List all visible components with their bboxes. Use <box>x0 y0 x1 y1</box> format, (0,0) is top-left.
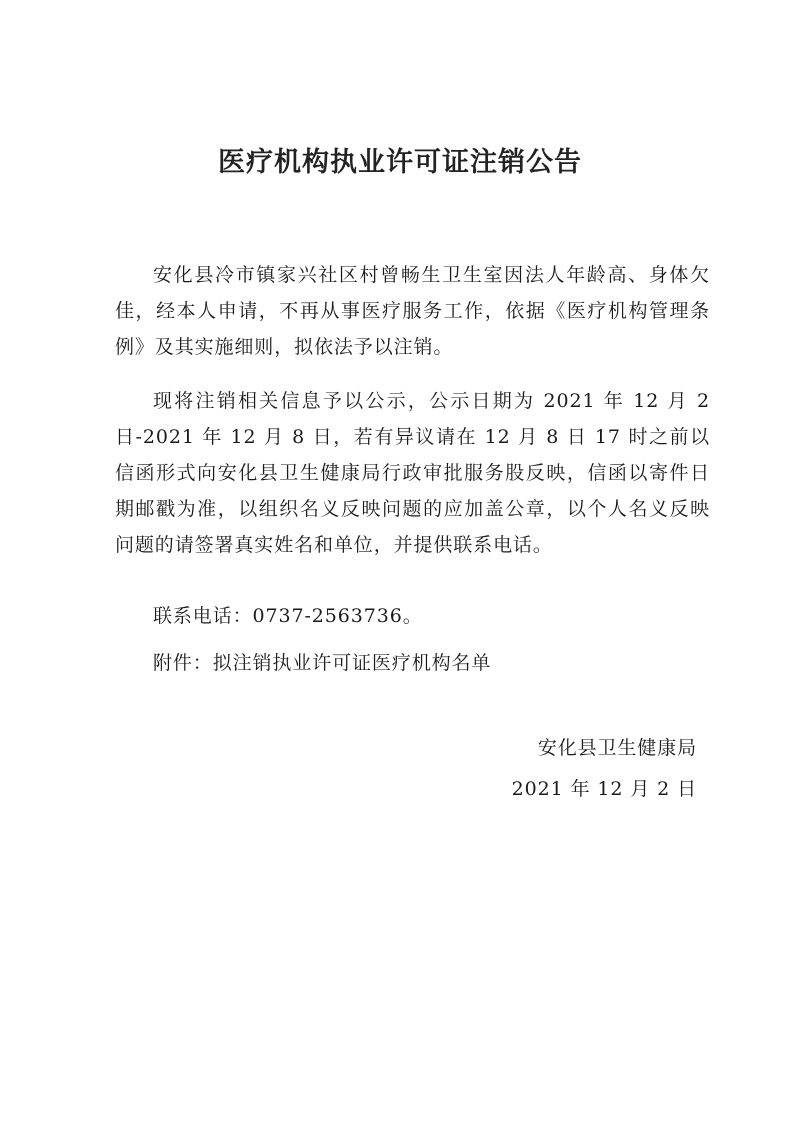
paragraph-cancellation-reason: 安化县冷市镇家兴社区村曾畅生卫生室因法人年龄高、身体欠佳，经本人申请，不再从事医疗服务工作，依据《医疗机构管理条例》及其实施细则，拟依法予以注销。 <box>115 264 710 358</box>
document-title: 医疗机构执业许可证注销公告 <box>218 147 582 178</box>
signature-date: 2021 年 12 月 2 日 <box>511 778 697 800</box>
paragraph-contact-phone: 联系电话：0737-2563736。 <box>153 605 423 627</box>
paragraph-attachment: 附件：拟注销执业许可证医疗机构名单 <box>153 652 492 674</box>
signature-organization: 安化县卫生健康局 <box>537 737 697 759</box>
paragraph-publicity-notice: 现将注销相关信息予以公示，公示日期为 2021 年 12 月 2 日-2021 年 12 月 8 日，若有异议请在 12 月 8 日 17 时之前以信函形式向安化县卫生健康局行政审批服务股反映，信函以寄件日期邮戳为准，以组织名义反映问题的应加盖公章，以个人名义反映问题的请签署真实姓名和单位，并提供联系电话。 <box>115 390 710 556</box>
